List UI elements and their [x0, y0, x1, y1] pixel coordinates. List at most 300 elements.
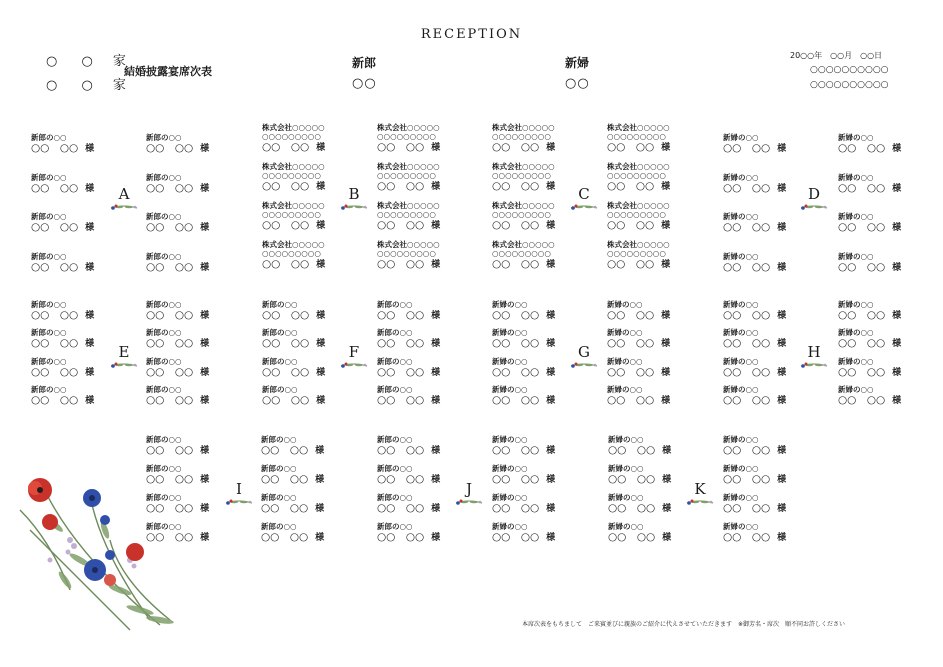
guest-name-line	[492, 531, 572, 544]
honorific: 様	[777, 475, 787, 485]
guest-name-line	[608, 531, 688, 544]
honorific: 様	[662, 475, 672, 485]
honorific: 様	[316, 396, 326, 406]
honorific: 様	[777, 223, 787, 233]
guest-relation: 新郎の○○	[31, 300, 67, 309]
guest-name-line	[492, 394, 572, 407]
guest-name: ○○ ○○	[261, 531, 309, 543]
guest-relation: 新郎の○○	[146, 435, 182, 444]
guest-name: ○○ ○○	[607, 180, 655, 192]
guest-relation-line2: ○○○○○○○○○	[492, 171, 551, 180]
guest-relation: 株式会社○○○○○	[262, 201, 325, 210]
wedding-date: 20○○年 ○○月 ○○日	[790, 51, 883, 60]
guest-relation: 新婦の○○	[608, 522, 644, 531]
honorific: 様	[661, 311, 671, 321]
guest-name: ○○ ○○	[377, 141, 425, 153]
guest-name: ○○ ○○	[377, 219, 425, 231]
guest-name: ○○ ○○	[146, 473, 194, 485]
guest-name-line	[723, 531, 803, 544]
guest-name-line	[377, 366, 457, 379]
honorific: 様	[316, 311, 326, 321]
guest-relation-line2: ○○○○○○○○○	[607, 171, 666, 180]
guest-name: ○○ ○○	[146, 531, 194, 543]
guest-name: ○○ ○○	[262, 309, 310, 321]
guest-relation: 新婦の○○	[492, 328, 528, 337]
honorific: 様	[85, 144, 95, 154]
guest-name: ○○ ○○	[31, 182, 79, 194]
guest-name: ○○ ○○	[838, 394, 886, 406]
guest-name: ○○ ○○	[377, 366, 425, 378]
guest-relation: 新郎の○○	[31, 173, 67, 182]
table-letter: K	[694, 480, 706, 498]
guest-seat	[723, 493, 803, 515]
honorific: 様	[85, 311, 95, 321]
guest-name: ○○ ○○	[607, 309, 655, 321]
guest-relation-line2: ○○○○○○○○○	[492, 210, 551, 219]
guest-relation: 新郎の○○	[261, 522, 297, 531]
guest-relation: 株式会社○○○○○	[262, 123, 325, 132]
guest-relation-line2: ○○○○○○○○○	[377, 249, 436, 258]
guest-relation: 新郎の○○	[377, 357, 413, 366]
guest-seat	[377, 201, 457, 232]
guest-name: ○○ ○○	[723, 473, 771, 485]
guest-name-line	[261, 473, 341, 486]
guest-relation: 新婦の○○	[838, 212, 874, 221]
honorific: 様	[316, 260, 326, 270]
honorific: 様	[546, 339, 556, 349]
guest-relation: 新郎の○○	[262, 357, 298, 366]
honorific: 様	[316, 143, 326, 153]
guest-seat	[262, 328, 342, 350]
guest-name-line	[377, 219, 457, 232]
guest-name: ○○ ○○	[492, 444, 540, 456]
guest-name: ○○ ○○	[31, 142, 79, 154]
guest-name-line	[377, 258, 457, 271]
guest-name-line	[492, 473, 572, 486]
guest-seat	[146, 252, 226, 274]
guest-relation: 新郎の○○	[146, 464, 182, 473]
guest-seat	[31, 212, 111, 234]
groom-label: 新郎	[352, 56, 377, 70]
honorific: 様	[546, 221, 556, 231]
honorific: 様	[662, 446, 672, 456]
guest-relation: 新郎の○○	[31, 133, 67, 142]
guest-seat	[377, 435, 457, 457]
guest-name: ○○ ○○	[31, 337, 79, 349]
guest-name: ○○ ○○	[608, 531, 656, 543]
guest-name-line	[607, 258, 687, 271]
honorific: 様	[85, 339, 95, 349]
guest-name: ○○ ○○	[492, 337, 540, 349]
guest-relation: 新婦の○○	[723, 493, 759, 502]
guest-name: ○○ ○○	[838, 366, 886, 378]
guest-name-line	[607, 337, 687, 350]
guest-name: ○○ ○○	[723, 394, 771, 406]
guest-seat	[146, 328, 226, 350]
guest-relation: 新婦の○○	[723, 300, 759, 309]
guest-seat	[838, 328, 918, 350]
guest-name: ○○ ○○	[607, 394, 655, 406]
guest-name: ○○ ○○	[492, 366, 540, 378]
honorific: 様	[777, 446, 787, 456]
honorific: 様	[431, 504, 441, 514]
guest-seat	[261, 464, 341, 486]
guest-relation-line2: ○○○○○○○○○	[377, 132, 436, 141]
guest-name: ○○ ○○	[723, 261, 771, 273]
guest-name: ○○ ○○	[146, 182, 194, 194]
honorific: 様	[431, 368, 441, 378]
bride-label: 新婦	[565, 56, 590, 70]
guest-name: ○○ ○○	[723, 444, 771, 456]
honorific: 様	[661, 221, 671, 231]
guest-relation: 新郎の○○	[262, 300, 298, 309]
guest-name: ○○ ○○	[146, 394, 194, 406]
honorific: 様	[431, 533, 441, 543]
guest-relation: 新郎の○○	[146, 522, 182, 531]
guest-name-line	[146, 221, 226, 234]
guest-relation: 新郎の○○	[146, 300, 182, 309]
guest-name-line	[262, 394, 342, 407]
guest-relation: 新婦の○○	[723, 464, 759, 473]
honorific: 様	[892, 263, 902, 273]
guest-name-line	[607, 141, 687, 154]
guest-seat	[492, 464, 572, 486]
guest-seat	[723, 252, 803, 274]
honorific: 様	[200, 475, 210, 485]
flower-sprig-icon	[109, 360, 139, 370]
guest-relation: 新郎の○○	[262, 385, 298, 394]
honorific: 様	[546, 475, 556, 485]
guest-name-line	[146, 366, 226, 379]
guest-name-line	[838, 366, 918, 379]
guest-relation: 新郎の○○	[377, 493, 413, 502]
honorific: 様	[546, 504, 556, 514]
table-marker	[334, 344, 374, 370]
guest-name-line	[723, 261, 803, 274]
guest-relation: 新婦の○○	[723, 435, 759, 444]
guest-name: ○○ ○○	[31, 309, 79, 321]
guest-name-line	[608, 502, 688, 515]
flower-sprig-icon	[109, 202, 139, 212]
guest-name-line	[723, 394, 803, 407]
honorific: 様	[777, 533, 787, 543]
flower-sprig-icon	[224, 497, 254, 507]
guest-relation: 新婦の○○	[492, 435, 528, 444]
guest-seat	[377, 328, 457, 350]
guest-seat	[377, 464, 457, 486]
guest-seat	[608, 464, 688, 486]
honorific: 様	[777, 263, 787, 273]
honorific: 様	[431, 221, 441, 231]
honorific: 様	[661, 339, 671, 349]
honorific: 様	[777, 339, 787, 349]
honorific: 様	[777, 396, 787, 406]
guest-seat	[838, 173, 918, 195]
guest-name: ○○ ○○	[146, 309, 194, 321]
honorific: 様	[661, 396, 671, 406]
guest-relation: 新郎の○○	[261, 435, 297, 444]
guest-seat	[492, 201, 572, 232]
guest-relation: 新婦の○○	[723, 328, 759, 337]
guest-relation: 新郎の○○	[377, 385, 413, 394]
guest-seat	[838, 300, 918, 322]
guest-relation-line2: ○○○○○○○○○	[607, 249, 666, 258]
guest-relation: 新婦の○○	[608, 464, 644, 473]
guest-relation: 新婦の○○	[607, 357, 643, 366]
guest-seat	[261, 522, 341, 544]
guest-seat	[146, 435, 226, 457]
guest-relation: 新婦の○○	[838, 328, 874, 337]
guest-name: ○○ ○○	[723, 221, 771, 233]
guest-name-line	[31, 337, 111, 350]
guest-seat	[492, 357, 572, 379]
guest-relation: 新郎の○○	[262, 328, 298, 337]
guest-name-line	[492, 141, 572, 154]
guest-name: ○○ ○○	[377, 394, 425, 406]
honorific: 様	[431, 339, 441, 349]
guest-name-line	[723, 473, 803, 486]
honorific: 様	[546, 143, 556, 153]
guest-relation-line2: ○○○○○○○○○	[262, 249, 321, 258]
honorific: 様	[200, 263, 210, 273]
guest-name: ○○ ○○	[492, 309, 540, 321]
guest-name-line	[492, 258, 572, 271]
guest-seat	[492, 300, 572, 322]
guest-relation: 新郎の○○	[31, 357, 67, 366]
honorific: 様	[200, 144, 210, 154]
table-letter: C	[578, 185, 590, 203]
guest-name-line	[262, 180, 342, 193]
honorific: 様	[892, 223, 902, 233]
guest-seat	[607, 240, 687, 271]
honorific: 様	[315, 475, 325, 485]
guest-seat	[146, 212, 226, 234]
guest-name: ○○ ○○	[262, 394, 310, 406]
guest-name: ○○ ○○	[492, 258, 540, 270]
honorific: 様	[546, 446, 556, 456]
honorific: 様	[316, 368, 326, 378]
guest-name: ○○ ○○	[607, 337, 655, 349]
guest-name: ○○ ○○	[31, 394, 79, 406]
guest-seat	[723, 357, 803, 379]
guest-seat	[262, 162, 342, 193]
guest-seat	[608, 493, 688, 515]
guest-relation: 新郎の○○	[146, 357, 182, 366]
honorific: 様	[546, 311, 556, 321]
guest-name-line	[261, 444, 341, 457]
guest-name: ○○ ○○	[146, 366, 194, 378]
guest-name-line	[838, 309, 918, 322]
guest-relation: 株式会社○○○○○	[377, 123, 440, 132]
guest-seat	[838, 357, 918, 379]
guest-name: ○○ ○○	[608, 444, 656, 456]
guest-name-line	[377, 502, 457, 515]
table-marker	[219, 481, 259, 507]
honorific: 様	[431, 311, 441, 321]
guest-name: ○○ ○○	[492, 473, 540, 485]
table-letter: E	[118, 343, 130, 361]
guest-relation: 新婦の○○	[838, 300, 874, 309]
honorific: 様	[431, 475, 441, 485]
guest-name-line	[31, 366, 111, 379]
guest-seat	[723, 328, 803, 350]
guest-relation: 新郎の○○	[146, 328, 182, 337]
flower-sprig-icon	[339, 360, 369, 370]
guest-relation: 新婦の○○	[838, 385, 874, 394]
honorific: 様	[315, 446, 325, 456]
guest-seat	[377, 162, 457, 193]
guest-relation: 新婦の○○	[492, 385, 528, 394]
guest-name-line	[608, 473, 688, 486]
guest-name-line	[262, 337, 342, 350]
honorific: 様	[200, 311, 210, 321]
venue-line-2: ○○○○○○○○○○	[810, 80, 889, 90]
guest-name-line	[146, 309, 226, 322]
guest-relation: 株式会社○○○○○	[377, 201, 440, 210]
guest-name-line	[31, 394, 111, 407]
guest-name-line	[146, 394, 226, 407]
guest-relation: 株式会社○○○○○	[377, 240, 440, 249]
guest-relation: 新郎の○○	[31, 328, 67, 337]
guest-relation: 新婦の○○	[723, 212, 759, 221]
guest-name: ○○ ○○	[146, 142, 194, 154]
guest-name-line	[723, 502, 803, 515]
guest-seat	[31, 328, 111, 350]
guest-name-line	[146, 142, 226, 155]
honorific: 様	[200, 368, 210, 378]
guest-name: ○○ ○○	[261, 444, 309, 456]
guest-name: ○○ ○○	[723, 531, 771, 543]
honorific: 様	[892, 396, 902, 406]
guest-relation: 新婦の○○	[608, 435, 644, 444]
honorific: 様	[200, 504, 210, 514]
guest-relation: 新婦の○○	[723, 173, 759, 182]
guest-seat	[377, 385, 457, 407]
guest-name: ○○ ○○	[492, 180, 540, 192]
honorific: 様	[546, 260, 556, 270]
guest-seat	[261, 435, 341, 457]
guest-name-line	[607, 366, 687, 379]
honorific: 様	[431, 182, 441, 192]
guest-name: ○○ ○○	[492, 502, 540, 514]
table-letter: B	[348, 185, 360, 203]
table-marker	[794, 186, 834, 212]
guest-seat	[607, 300, 687, 322]
guest-name-line	[262, 309, 342, 322]
flower-sprig-icon	[569, 202, 599, 212]
table-letter: H	[807, 343, 821, 361]
guest-name: ○○ ○○	[607, 366, 655, 378]
guest-name: ○○ ○○	[492, 141, 540, 153]
table-letter: A	[118, 185, 130, 203]
guest-relation: 株式会社○○○○○	[492, 162, 555, 171]
guest-name-line	[31, 309, 111, 322]
guest-seat	[492, 162, 572, 193]
honorific: 様	[200, 396, 210, 406]
guest-relation-line2: ○○○○○○○○○	[262, 171, 321, 180]
guest-relation: 新郎の○○	[146, 173, 182, 182]
honorific: 様	[661, 368, 671, 378]
guest-name: ○○ ○○	[262, 141, 310, 153]
guest-relation-line2: ○○○○○○○○○	[377, 171, 436, 180]
honorific: 様	[777, 311, 787, 321]
guest-relation-line2: ○○○○○○○○○	[377, 210, 436, 219]
guest-name: ○○ ○○	[607, 219, 655, 231]
guest-relation: 新郎の○○	[146, 212, 182, 221]
flower-sprig-icon	[685, 497, 715, 507]
guest-relation: 新婦の○○	[492, 522, 528, 531]
guest-name-line	[838, 261, 918, 274]
flower-sprig-icon	[799, 202, 829, 212]
guest-relation: 株式会社○○○○○	[377, 162, 440, 171]
guest-seat	[492, 435, 572, 457]
honorific: 様	[200, 223, 210, 233]
flower-sprig-icon	[569, 360, 599, 370]
guest-seat	[262, 357, 342, 379]
honorific: 様	[777, 504, 787, 514]
guest-seat	[723, 212, 803, 234]
guest-seat	[31, 133, 111, 155]
guest-name: ○○ ○○	[608, 502, 656, 514]
guest-name: ○○ ○○	[262, 258, 310, 270]
guest-name-line	[261, 531, 341, 544]
guest-seat	[607, 201, 687, 232]
table-marker	[334, 186, 374, 212]
guest-seat	[838, 212, 918, 234]
guest-relation-line2: ○○○○○○○○○	[262, 132, 321, 141]
guest-name-line	[607, 394, 687, 407]
guest-name-line	[723, 142, 803, 155]
guest-relation: 新婦の○○	[492, 464, 528, 473]
venue-line-1: ○○○○○○○○○○	[810, 65, 889, 75]
guest-name-line	[262, 366, 342, 379]
honorific: 様	[546, 396, 556, 406]
guest-name-line	[492, 309, 572, 322]
guest-name-line	[146, 444, 226, 457]
guest-seat	[723, 133, 803, 155]
guest-relation-line2: ○○○○○○○○○	[262, 210, 321, 219]
guest-name-line	[492, 366, 572, 379]
guest-seat	[607, 357, 687, 379]
guest-relation: 新郎の○○	[146, 252, 182, 261]
guest-name: ○○ ○○	[262, 366, 310, 378]
guest-name: ○○ ○○	[377, 473, 425, 485]
guest-name: ○○ ○○	[262, 337, 310, 349]
guest-seat	[607, 123, 687, 154]
guest-relation: 新郎の○○	[261, 493, 297, 502]
honorific: 様	[777, 368, 787, 378]
honorific: 様	[200, 446, 210, 456]
guest-name: ○○ ○○	[492, 394, 540, 406]
guest-name-line	[261, 502, 341, 515]
guest-name-line	[31, 182, 111, 195]
guest-name: ○○ ○○	[377, 531, 425, 543]
guest-name: ○○ ○○	[261, 502, 309, 514]
guest-relation: 新郎の○○	[146, 385, 182, 394]
honorific: 様	[546, 182, 556, 192]
guest-relation: 新婦の○○	[838, 173, 874, 182]
honorific: 様	[431, 260, 441, 270]
guest-relation: 新郎の○○	[31, 385, 67, 394]
guest-name-line	[723, 182, 803, 195]
guest-name-line	[262, 219, 342, 232]
table-marker	[449, 481, 489, 507]
guest-relation: 新郎の○○	[377, 300, 413, 309]
guest-relation: 新郎の○○	[377, 328, 413, 337]
guest-name-line	[838, 182, 918, 195]
document-subtitle: 結婚披露宴席次表	[124, 65, 212, 78]
guest-seat	[723, 464, 803, 486]
